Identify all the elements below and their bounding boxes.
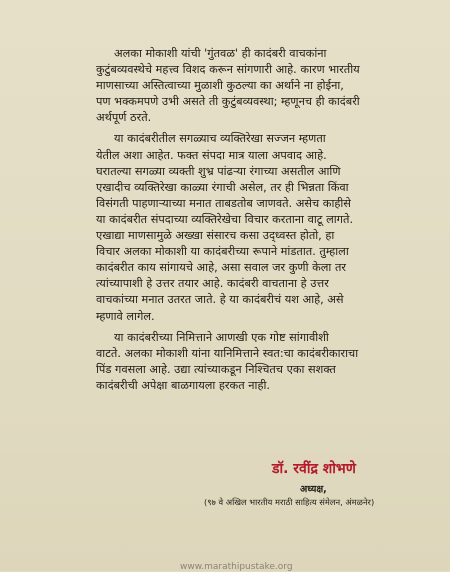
text-line: पिंड गवसला आहे. उद्या त्यांच्याकडून निश्चितच एका सशक्त <box>96 362 336 376</box>
text-line: कादंबरीत काय सांगायचे आहे, असा सवाल जर कुणी केला तर <box>96 261 347 275</box>
text-line: म्हणावे लागेल. <box>96 309 155 323</box>
signature-name: डॉ. रवींद्र शोभणे <box>272 461 356 477</box>
paragraph-2 <box>96 131 418 324</box>
text-line: विसंगती पाहणाऱ्याच्या मनात ताबडतोब जाणवते. असेच काहीसे <box>96 196 351 210</box>
text-line: त्यांच्यापाशी हे उत्तर तयार आहे. कादंबरी वाचताना हे उत्तर <box>96 277 329 291</box>
text-line: या कादंबरीच्या निमित्ताने आणखी एक गोष्ट सांगावीशी <box>114 330 329 344</box>
text-line: कुटुंबव्यवस्थेचे महत्त्व विशद करून सांगणारी आहे. कारण भारतीय <box>96 63 360 77</box>
text-line: या कादंबरीत संपदाच्या व्यक्तिरेखेचा विचार करताना वाटू लागते. <box>96 212 354 226</box>
footer-watermark-url: www.marathipustake.org <box>180 562 293 572</box>
text-line: अलका मोकाशी यांची 'गुंतवळ' ही कादंबरी वाचकांना <box>114 47 327 60</box>
signature-affiliation: (९७ वे अखिल भारतीय मराठी साहित्य संमेलन, अंमळनेर) <box>204 497 375 507</box>
text-line: घरातल्या सगळ्या व्यक्ती शुभ्र पांढऱ्या रंगाच्या असतील आणि <box>96 164 341 178</box>
text-line: अर्थपूर्ण ठरते. <box>96 111 152 125</box>
paragraph-3 <box>96 330 418 394</box>
text-line: एखाद्या माणसामुळे अख्खा संसारच कसा उद्ध्वस्त होतो, हा <box>96 229 335 243</box>
text-line: एखादीच व्यक्तिरेखा काळ्या रंगाची असेल, तर ही भिन्नता किंवा <box>96 180 349 194</box>
text-line: या कादंबरीतील सगळ्याच व्यक्तिरेखा सज्जन म्हणता <box>114 132 326 146</box>
signature-designation: अध्यक्ष, <box>300 484 327 495</box>
text-line: पण भक्कमपणे उभी असते ती कुटुंबव्यवस्था; म्हणूनच ही कादंबरी <box>96 95 360 109</box>
text-line: येतील अशा आहेत. फक्त संपदा मात्र याला अपवाद आहे. <box>96 148 327 162</box>
review-text <box>96 46 418 394</box>
paragraph-1 <box>96 46 418 126</box>
text-line: विचार अलका मोकाशी या कादंबरीच्या रूपाने मांडतात. तुम्हाला <box>96 245 349 259</box>
text-line: वाचकांच्या मनात उतरत जाते. हे या कादंबरीचं यश आहे, असे <box>96 293 344 307</box>
text-line: कादंबरीची अपेक्षा बाळगायला हरकत नाही. <box>96 378 270 392</box>
text-line: माणसाच्या अस्तित्वाच्या मुळाशी कुठल्या का अर्थाने ना होईना, <box>96 79 344 93</box>
text-line: वाटते. अलका मोकाशी यांना यानिमित्ताने स्वत:चा कादंबरीकाराचा <box>96 346 359 360</box>
